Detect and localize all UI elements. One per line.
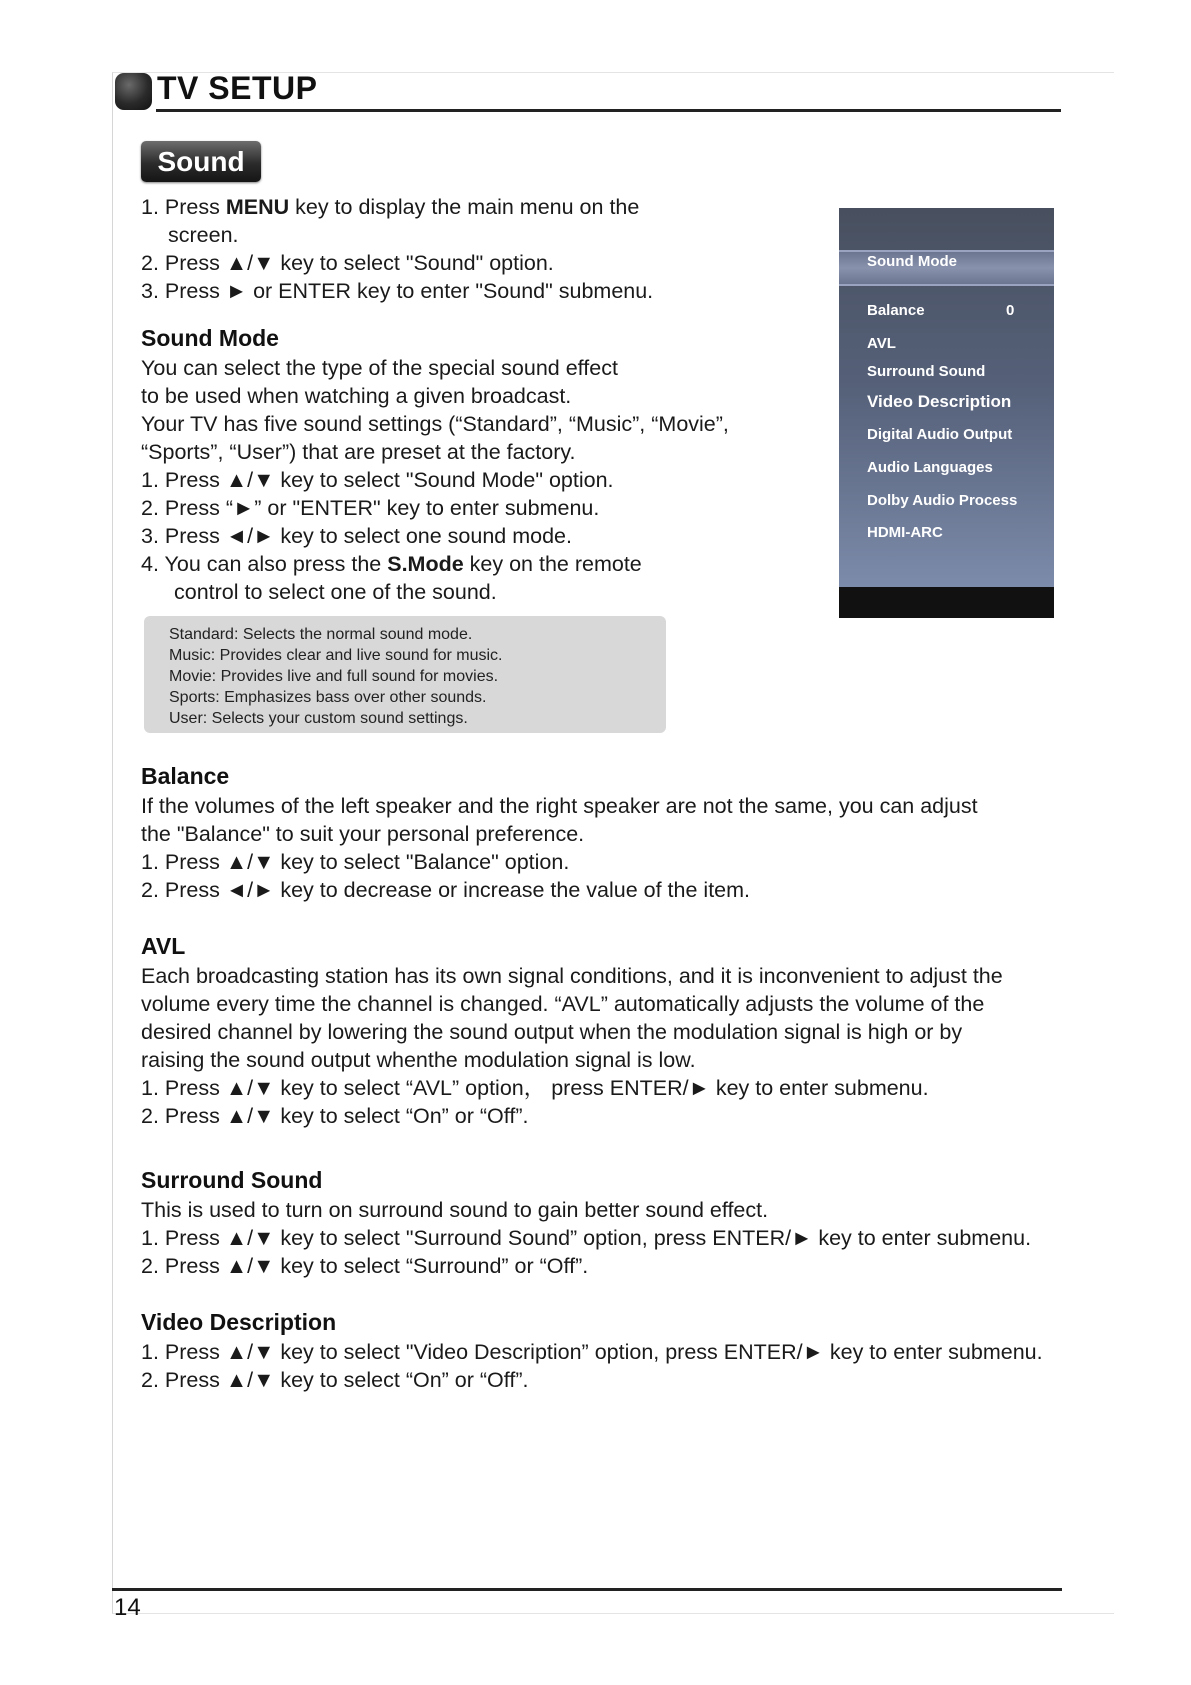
menu-item-hdmi-arc: HDMI-ARC bbox=[867, 524, 943, 541]
avl-line-2: volume every time the channel is changed. “AVL” automatically adjusts the volume of the bbox=[141, 992, 985, 1016]
sound-mode-notes bbox=[144, 616, 666, 733]
section-badge: Sound bbox=[141, 141, 261, 182]
sound-mode-step-2: 2. Press “►” or "ENTER" key to enter submenu. bbox=[141, 496, 600, 520]
tv-sound-menu bbox=[839, 208, 1054, 618]
sound-mode-step-3: 3. Press ◄/► key to select one sound mode. bbox=[141, 524, 572, 548]
sound-mode-step-4: 4. You can also press the S.Mode key on the remote bbox=[141, 552, 642, 576]
avl-line-3: desired channel by lowering the sound output when the modulation signal is high or by bbox=[141, 1020, 963, 1044]
balance-line-1: If the volumes of the left speaker and the right speaker are not the same, you can adjust bbox=[141, 794, 978, 818]
menu-item-digital-audio-output: Digital Audio Output bbox=[867, 426, 1013, 443]
menu-item-surround-sound: Surround Sound bbox=[867, 363, 986, 380]
intro-step-1-cont: screen. bbox=[168, 223, 239, 247]
balance-body bbox=[141, 792, 1081, 904]
note-movie: Movie: Provides live and full sound for movies. bbox=[169, 668, 499, 685]
balance-line-2: the "Balance" to suit your personal preference. bbox=[141, 822, 585, 846]
note-standard: Standard: Selects the normal sound mode. bbox=[169, 626, 473, 643]
balance-step-2: 2. Press ◄/► key to decrease or increase the value of the item. bbox=[141, 878, 751, 902]
avl-step-1: 1. Press ▲/▼ key to select “AVL” option， press ENTER/► key to enter submenu. bbox=[141, 1076, 929, 1100]
surround-step-1: 1. Press ▲/▼ key to select "Surround Sound” option, press ENTER/► key to enter submenu. bbox=[141, 1226, 1032, 1250]
sound-mode-line-1: You can select the type of the special sound effect bbox=[141, 356, 618, 380]
menu-item-sound-mode: Sound Mode bbox=[867, 253, 957, 270]
sound-mode-heading: Sound Mode bbox=[141, 325, 279, 351]
surround-line-1: This is used to turn on surround sound to gain better sound effect. bbox=[141, 1198, 769, 1222]
surround-step-2: 2. Press ▲/▼ key to select “Surround” or “Off”. bbox=[141, 1254, 589, 1278]
balance-heading: Balance bbox=[141, 763, 230, 789]
menu-item-video-description: Video Description bbox=[867, 392, 1012, 411]
note-music: Music: Provides clear and live sound for music. bbox=[169, 647, 503, 664]
avl-line-1: Each broadcasting station has its own signal conditions, and it is inconvenient to adjust the bbox=[141, 964, 1003, 988]
sound-mode-line-3: Your TV has five sound settings (“Standard”, “Music”, “Movie”, bbox=[141, 412, 729, 436]
menu-item-audio-languages: Audio Languages bbox=[867, 459, 993, 476]
balance-step-1: 1. Press ▲/▼ key to select "Balance" option. bbox=[141, 850, 570, 874]
video-description-step-1: 1. Press ▲/▼ key to select "Video Description” option, press ENTER/► key to enter submenu. bbox=[141, 1340, 1043, 1364]
intro-step-3: 3. Press ► or ENTER key to enter "Sound" submenu. bbox=[141, 279, 654, 303]
menu-bottom-bar bbox=[839, 587, 1054, 618]
avl-body bbox=[141, 962, 1081, 1130]
note-user: User: Selects your custom sound settings. bbox=[169, 710, 468, 727]
menu-item-avl: AVL bbox=[867, 335, 896, 352]
video-description-step-2: 2. Press ▲/▼ key to select “On” or “Off”. bbox=[141, 1368, 529, 1392]
header-bullet-icon bbox=[115, 73, 152, 110]
menu-item-dolby-audio-process: Dolby Audio Process bbox=[867, 492, 1018, 509]
surround-heading: Surround Sound bbox=[141, 1167, 323, 1193]
sound-mode-line-4: “Sports”, “User”) that are preset at the factory. bbox=[141, 440, 576, 464]
header-rule bbox=[156, 109, 1061, 112]
page-title: TV SETUP bbox=[157, 70, 318, 106]
intro-step-2: 2. Press ▲/▼ key to select "Sound" option. bbox=[141, 251, 554, 275]
menu-item-balance: Balance bbox=[867, 302, 925, 319]
intro-step-1: 1. Press MENU key to display the main menu on the bbox=[141, 195, 640, 219]
video-description-heading: Video Description bbox=[141, 1309, 337, 1335]
avl-line-4: raising the sound output whenthe modulation signal is low. bbox=[141, 1048, 696, 1072]
page-number: 14 bbox=[114, 1594, 141, 1621]
surround-body bbox=[141, 1196, 1081, 1280]
menu-balance-value: 0 bbox=[1006, 302, 1015, 319]
avl-heading: AVL bbox=[141, 933, 186, 959]
sound-mode-step-1: 1. Press ▲/▼ key to select "Sound Mode" option. bbox=[141, 468, 614, 492]
avl-step-2: 2. Press ▲/▼ key to select “On” or “Off”. bbox=[141, 1104, 529, 1128]
note-sports: Sports: Emphasizes bass over other sounds. bbox=[169, 689, 487, 706]
footer-rule bbox=[112, 1588, 1062, 1591]
sound-mode-line-2: to be used when watching a given broadcast. bbox=[141, 384, 572, 408]
sound-mode-step-4-cont: control to select one of the sound. bbox=[174, 580, 497, 604]
video-description-body bbox=[141, 1338, 1081, 1394]
